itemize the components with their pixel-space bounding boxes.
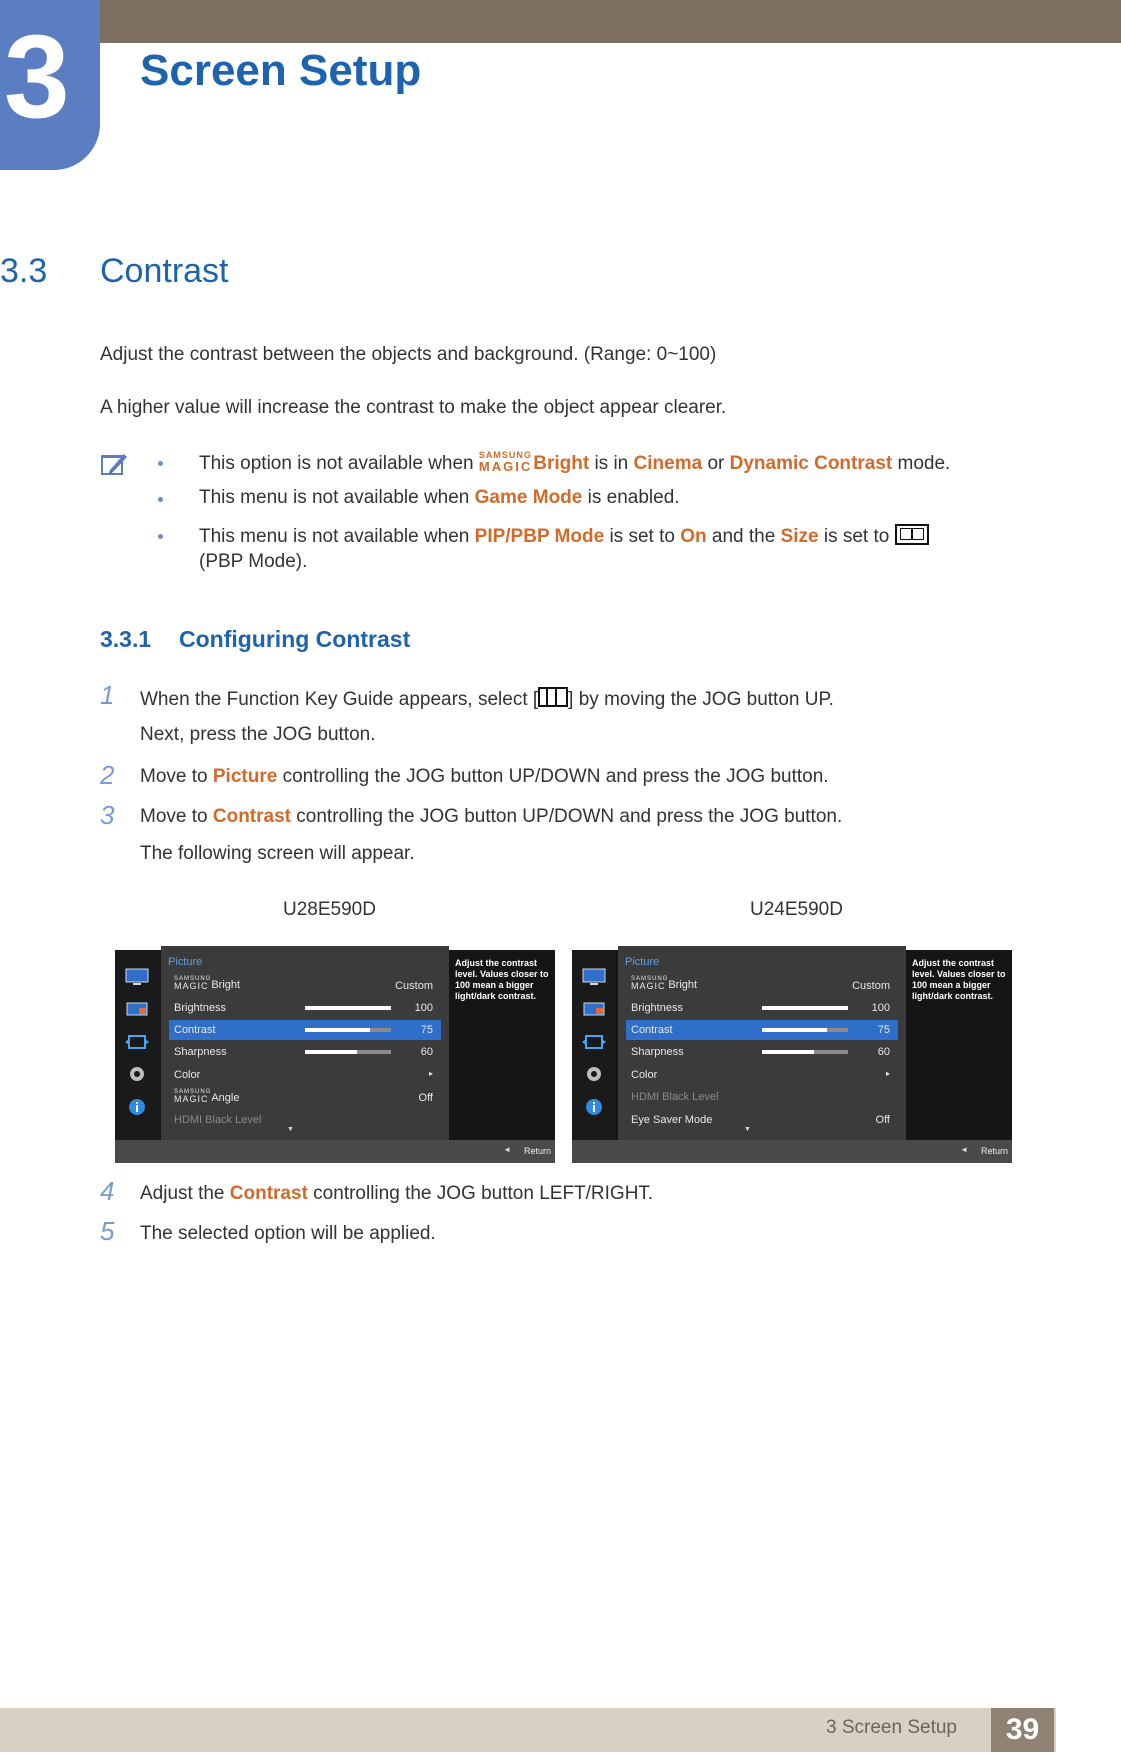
osd-row-contrast[interactable] xyxy=(169,1020,441,1040)
footer-chapter-label: 3 Screen Setup xyxy=(826,1717,957,1738)
gear-icon xyxy=(582,1065,606,1083)
osd-row-magic-bright[interactable] xyxy=(169,974,441,994)
osd-row-label: SAMSUNG MAGIC Bright xyxy=(631,976,698,991)
step-number: 4 xyxy=(100,1176,115,1206)
model-label: U24E590D xyxy=(750,899,843,920)
osd-row-hdmi-black-level xyxy=(626,1087,898,1107)
osd-bottom-bar xyxy=(572,1140,1012,1163)
samsung-magic-logo: SAMSUNG MAGIC xyxy=(478,450,533,474)
osd-row-value: 100 xyxy=(871,1002,890,1014)
sharpness-slider[interactable] xyxy=(762,1050,848,1054)
scroll-down-icon[interactable]: ▼ xyxy=(287,1126,294,1133)
osd-row-value: Off xyxy=(875,1114,890,1126)
section-number: 3.3 xyxy=(0,252,48,290)
bullet-dot xyxy=(158,497,163,502)
step-text: When the Function Key Guide appears, select [ ] by moving the JOG button UP. xyxy=(140,689,834,710)
step-text: Move to Contrast controlling the JOG button UP/DOWN and press the JOG button. xyxy=(140,806,843,827)
brightness-slider[interactable] xyxy=(762,1006,848,1010)
pip-icon xyxy=(582,1000,606,1018)
osd-row-label: Brightness xyxy=(631,1002,683,1014)
subsection-number: 3.3.1 xyxy=(100,626,152,652)
osd-row-color[interactable] xyxy=(169,1065,441,1085)
return-button[interactable]: Return xyxy=(980,1146,1008,1156)
osd-row-sharpness[interactable] xyxy=(169,1042,441,1062)
osd-row-brightness[interactable] xyxy=(626,998,898,1018)
osd-screenshot-u28e590d xyxy=(115,950,555,1163)
osd-help-text: Adjust the contrast level. Values closer to 100 mean a bigger light/dark contrast. xyxy=(455,958,549,1001)
chapter-header-bar xyxy=(0,0,1121,43)
model-label: U28E590D xyxy=(283,899,376,920)
osd-icon-strip xyxy=(572,950,616,1140)
step-number: 3 xyxy=(100,800,115,830)
osd-row-value: 60 xyxy=(877,1046,890,1058)
scroll-down-icon[interactable]: ▼ xyxy=(744,1126,751,1133)
brightness-slider[interactable] xyxy=(305,1006,391,1010)
chevron-right-icon: ▸ xyxy=(885,1069,890,1078)
osd-row-label: Contrast xyxy=(631,1024,673,1036)
osd-row-hdmi-black-level xyxy=(169,1110,441,1130)
section-title: Contrast xyxy=(100,252,229,290)
onscreen-display-icon xyxy=(125,1033,149,1051)
osd-row-label: Color xyxy=(174,1069,201,1081)
osd-row-value: 75 xyxy=(877,1024,890,1036)
osd-row-value: 60 xyxy=(420,1046,433,1058)
osd-row-value: Off xyxy=(418,1092,433,1104)
step-number: 5 xyxy=(100,1216,115,1246)
osd-row-value: 100 xyxy=(414,1002,433,1014)
osd-row-magic-bright[interactable] xyxy=(626,974,898,994)
osd-row-value: Custom xyxy=(852,980,890,992)
osd-icon-strip xyxy=(115,950,159,1140)
osd-row-label: Brightness xyxy=(174,1002,226,1014)
osd-row-label: Sharpness xyxy=(631,1046,684,1058)
picture-icon xyxy=(125,968,149,986)
sharpness-slider[interactable] xyxy=(305,1050,391,1054)
osd-row-brightness[interactable] xyxy=(169,998,441,1018)
chapter-title: Screen Setup xyxy=(140,46,422,95)
return-button[interactable]: Return xyxy=(523,1146,551,1156)
osd-row-label: SAMSUNG MAGIC Bright xyxy=(174,976,241,991)
bullet-dot xyxy=(158,534,163,539)
osd-menu-title: Picture xyxy=(168,956,203,968)
osd-menu-title: Picture xyxy=(625,956,660,968)
subsection-title: Configuring Contrast xyxy=(179,626,411,652)
info-icon xyxy=(125,1098,149,1116)
chevron-right-icon: ▸ xyxy=(428,1069,433,1078)
osd-row-contrast[interactable] xyxy=(626,1020,898,1040)
bullet-dot xyxy=(158,461,163,466)
osd-row-color[interactable] xyxy=(626,1065,898,1085)
osd-bottom-bar xyxy=(115,1140,555,1163)
contrast-slider[interactable] xyxy=(762,1028,848,1032)
osd-row-magic-angle[interactable] xyxy=(169,1087,441,1107)
left-arrow-icon: ◄ xyxy=(503,1145,511,1154)
osd-row-value: 75 xyxy=(420,1024,433,1036)
osd-menu-panel xyxy=(161,946,449,1140)
osd-menu-panel xyxy=(618,946,906,1140)
note-text: This menu is not available when PIP/PBP Mode is set to On and the Size is set to xyxy=(199,524,929,548)
onscreen-display-icon xyxy=(582,1033,606,1051)
page-number: 39 xyxy=(1005,1713,1040,1746)
gear-icon xyxy=(125,1065,149,1083)
step-number: 1 xyxy=(100,680,115,710)
chapter-tab xyxy=(0,0,100,170)
note-text: (PBP Mode). xyxy=(199,551,308,572)
step-text: The following screen will appear. xyxy=(140,843,415,864)
note-text: This option is not available when SAMSUNG MAGIC Bright is in Cinema or Dynamic Contrast mode. xyxy=(199,450,951,474)
step-number: 2 xyxy=(100,760,115,790)
osd-help-text: Adjust the contrast level. Values closer to 100 mean a bigger light/dark contrast. xyxy=(912,958,1006,1001)
step-text: The selected option will be applied. xyxy=(140,1223,436,1244)
osd-row-label: Color xyxy=(631,1069,658,1081)
osd-row-label: Eye Saver Mode xyxy=(631,1114,713,1126)
pbp-size-icon xyxy=(895,524,929,545)
step-text: Next, press the JOG button. xyxy=(140,724,376,745)
contrast-slider[interactable] xyxy=(305,1028,391,1032)
osd-row-label: HDMI Black Level xyxy=(631,1091,719,1103)
picture-icon xyxy=(582,968,606,986)
osd-row-eye-saver-mode[interactable] xyxy=(626,1110,898,1130)
pip-icon xyxy=(125,1000,149,1018)
info-icon xyxy=(582,1098,606,1116)
chapter-number: 3 xyxy=(4,11,70,143)
intro-paragraph-2: A higher value will increase the contrast to make the object appear clearer. xyxy=(100,397,727,418)
osd-row-sharpness[interactable] xyxy=(626,1042,898,1062)
step-text: Adjust the Contrast controlling the JOG button LEFT/RIGHT. xyxy=(140,1183,654,1204)
step-text: Move to Picture controlling the JOG button UP/DOWN and press the JOG button. xyxy=(140,766,829,787)
osd-row-label: HDMI Black Level xyxy=(174,1114,262,1126)
left-arrow-icon: ◄ xyxy=(960,1145,968,1154)
note-text: This menu is not available when Game Mode is enabled. xyxy=(199,487,680,508)
osd-row-label: SAMSUNG MAGIC Angle xyxy=(174,1089,240,1104)
intro-paragraph-1: Adjust the contrast between the objects and background. (Range: 0~100) xyxy=(100,344,717,365)
osd-row-label: Contrast xyxy=(174,1024,216,1036)
osd-screenshot-u24e590d xyxy=(572,950,1012,1163)
note-icon xyxy=(100,450,128,478)
osd-row-value: Custom xyxy=(395,980,433,992)
osd-row-label: Sharpness xyxy=(174,1046,227,1058)
menu-icon xyxy=(538,687,568,707)
